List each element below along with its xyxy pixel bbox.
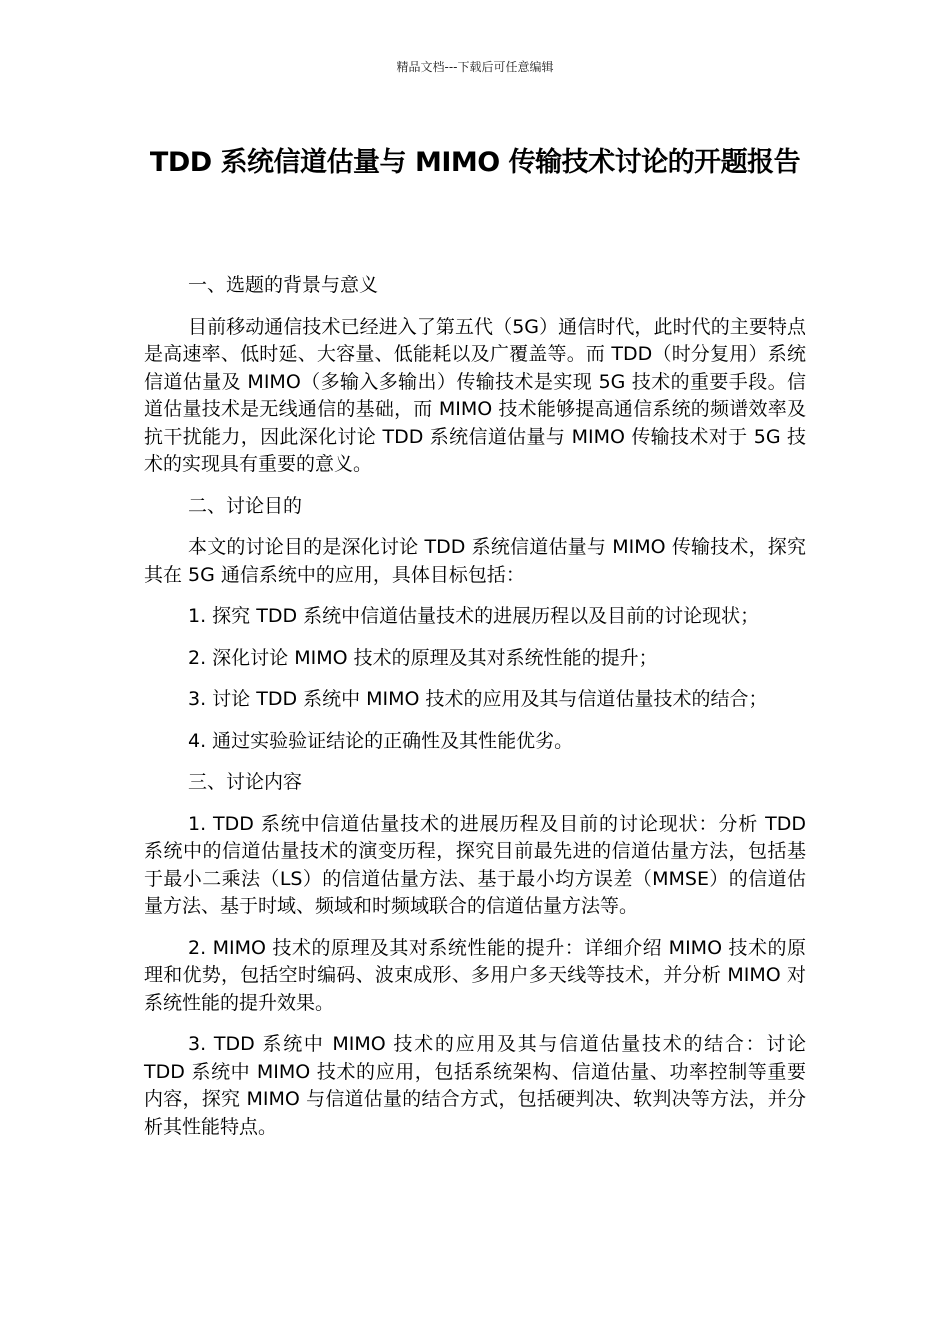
section-2-item-3: 3. 讨论 TDD 系统中 MIMO 技术的应用及其与信道估量技术的结合； [188, 688, 768, 710]
document-body [144, 272, 806, 1155]
section-2-heading: 二、讨论目的 [188, 494, 303, 517]
section-3-heading: 三、讨论内容 [188, 771, 303, 793]
section-3-item-3: 3. TDD 系统中 MIMO 技术的应用及其与信道估量技术的结合：讨论 TDD 系统中 MIMO 技术的应用，包括系统架构、信道估量、功率控制等重要内容，探究 MIMO 与信道估量的结合方式，包括硬判决、软判决等方法，并分析其性能特点。 [144, 1033, 806, 1138]
section-3-item-2: 2. MIMO 技术的原理及其对系统性能的提升：详细介绍 MIMO 技术的原理和优势，包括空时编码、波束成形、多用户多天线等技术，并分析 MIMO 对系统性能的提升效果。 [144, 936, 806, 1014]
section-1-heading: 一、选题的背景与意义 [188, 274, 379, 296]
section-2-item-2: 2. 深化讨论 MIMO 技术的原理及其对系统性能的提升； [188, 646, 658, 669]
section-3-item-1: 1. TDD 系统中信道估量技术的进展历程及目前的讨论现状：分析 TDD 系统中的信道估量技术的演变历程，探究目前最先进的信道估量方法，包括基于最小二乘法（LS）的信道估量方法、基于最小均方误差（MMSE）的信道估量方法、基于时域、频域和时频域联合的信道估量方法等。 [144, 812, 806, 917]
header-note: 精品文档---下载后可任意编辑 [396, 60, 554, 74]
section-2-item-1: 1. 探究 TDD 系统中信道估量技术的进展历程以及目前的讨论现状； [188, 605, 760, 627]
section-2-intro: 本文的讨论目的是深化讨论 TDD 系统信道估量与 MIMO 传输技术，探究其在 5G 通信系统中的应用，具体目标包括： [144, 536, 806, 586]
document-title: TDD 系统信道估量与 MIMO 传输技术讨论的开题报告 [149, 147, 801, 178]
section-2-item-4: 4. 通过实验验证结论的正确性及其性能优劣。 [188, 729, 574, 752]
section-1-paragraph: 目前移动通信技术已经进入了第五代（5G）通信时代，此时代的主要特点是高速率、低时延、大容量、低能耗以及广覆盖等。而 TDD（时分复用）系统信道估量及 MIMO（多输入多输出）传输技术是实现 5G 技术的重要手段。信道估量技术是无线通信的基础，而 MIMO 技术能够提高通信系统的频谱效率及抗干扰能力，因此深化讨论 TDD 系统信道估量与 MIMO 传输技术对于 5G 技术的实现具有重要的意义。 [144, 315, 806, 475]
